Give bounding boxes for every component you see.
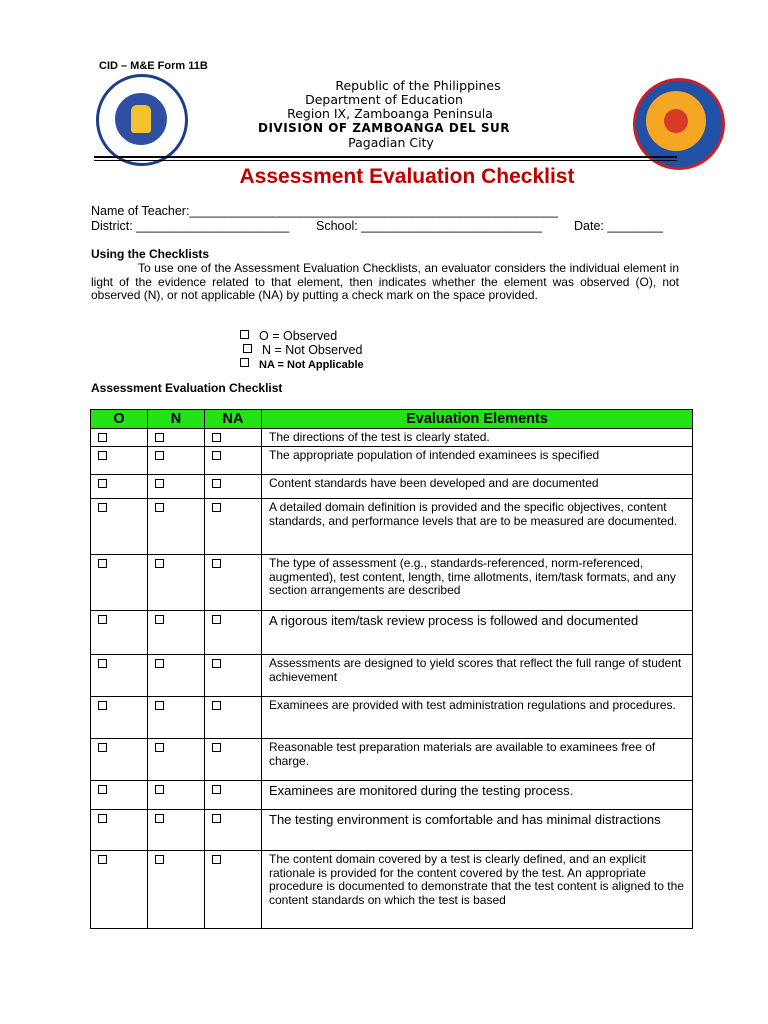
- header-divider-thin: [94, 160, 677, 161]
- evaluation-element: The directions of the test is clearly stated.: [262, 429, 693, 447]
- cell-n: [148, 810, 205, 851]
- district-field[interactable]: District: ______________________: [91, 219, 290, 233]
- checkbox-n[interactable]: [155, 433, 164, 442]
- checkbox-n[interactable]: [155, 701, 164, 710]
- checkbox-na[interactable]: [212, 559, 221, 568]
- evaluation-element: A rigorous item/task review process is followed and documented: [262, 611, 693, 655]
- cell-o: [91, 429, 148, 447]
- header-republic: Republic of the Philippines: [335, 78, 501, 93]
- checkbox-o[interactable]: [98, 479, 107, 488]
- checkbox-n[interactable]: [155, 785, 164, 794]
- form-code: CID – M&E Form 11B: [99, 60, 208, 72]
- cell-o: [91, 781, 148, 810]
- table-row: [91, 611, 693, 655]
- checkbox-icon: [240, 358, 249, 367]
- evaluation-element: Examinees are monitored during the testing process.: [262, 781, 693, 810]
- table-row: [91, 781, 693, 810]
- cell-o: [91, 655, 148, 697]
- checkbox-o[interactable]: [98, 451, 107, 460]
- cell-na: [205, 555, 262, 611]
- checkbox-o[interactable]: [98, 433, 107, 442]
- cell-na: [205, 851, 262, 929]
- checkbox-icon: [243, 344, 252, 353]
- checkbox-na[interactable]: [212, 479, 221, 488]
- date-field[interactable]: Date: ________: [574, 219, 663, 233]
- cell-o: [91, 447, 148, 475]
- evaluation-element: The content domain covered by a test is clearly defined, and an explicit rationale is provided for the content covered by the test. An appropriate procedure is documented to demonstrate that the test content is aligned to the content standards on which the test is based: [262, 851, 693, 929]
- checkbox-na[interactable]: [212, 701, 221, 710]
- checkbox-n[interactable]: [155, 855, 164, 864]
- evaluation-element: Reasonable test preparation materials are available to examinees free of charge.: [262, 739, 693, 781]
- checkbox-n[interactable]: [155, 479, 164, 488]
- cell-na: [205, 611, 262, 655]
- using-heading: Using the Checklists: [91, 247, 210, 261]
- checkbox-na[interactable]: [212, 659, 221, 668]
- cell-o: [91, 475, 148, 499]
- table-row: [91, 810, 693, 851]
- page-title: Assessment Evaluation Checklist: [239, 165, 575, 188]
- cell-n: [148, 781, 205, 810]
- checkbox-na[interactable]: [212, 503, 221, 512]
- col-evaluation-elements: Evaluation Elements: [262, 410, 693, 429]
- checkbox-na[interactable]: [212, 743, 221, 752]
- cell-o: [91, 697, 148, 739]
- checkbox-na[interactable]: [212, 451, 221, 460]
- legend-observed: O = Observed: [240, 329, 337, 343]
- evaluation-element: The testing environment is comfortable and has minimal distractions: [262, 810, 693, 851]
- cell-na: [205, 475, 262, 499]
- checkbox-o[interactable]: [98, 659, 107, 668]
- deped-seal-logo: [96, 74, 188, 166]
- checkbox-o[interactable]: [98, 785, 107, 794]
- checkbox-na[interactable]: [212, 855, 221, 864]
- cell-n: [148, 697, 205, 739]
- header-region: Region IX, Zamboanga Peninsula: [287, 106, 493, 121]
- header-division: DIVISION OF ZAMBOANGA DEL SUR: [258, 121, 510, 135]
- cell-n: [148, 447, 205, 475]
- cell-o: [91, 555, 148, 611]
- checkbox-n[interactable]: [155, 615, 164, 624]
- teacher-field[interactable]: Name of Teacher:_____________________________________________________: [91, 204, 558, 218]
- header-department: Department of Education: [305, 92, 463, 107]
- checkbox-o[interactable]: [98, 615, 107, 624]
- table-row: [91, 429, 693, 447]
- evaluation-element: The type of assessment (e.g., standards-referenced, norm-referenced, augmented), test content, length, time allotments, item/task formats, and any section arrangements are described: [262, 555, 693, 611]
- table-row: [91, 475, 693, 499]
- checkbox-o[interactable]: [98, 743, 107, 752]
- cell-o: [91, 499, 148, 555]
- using-paragraph: To use one of the Assessment Evaluation Checklists, an evaluator considers the individual element in light of the evidence related to that element, then indicates whether the element was observed (O), not observed (N), or not applicable (NA) by putting a check mark on the space provided.: [91, 261, 679, 303]
- evaluation-table: [90, 409, 693, 929]
- cell-na: [205, 810, 262, 851]
- cell-na: [205, 655, 262, 697]
- checkbox-o[interactable]: [98, 701, 107, 710]
- header-city: Pagadian City: [348, 135, 434, 150]
- cell-o: [91, 851, 148, 929]
- table-row: [91, 499, 693, 555]
- table-row: [91, 697, 693, 739]
- cell-n: [148, 475, 205, 499]
- checkbox-n[interactable]: [155, 743, 164, 752]
- checklist-heading: Assessment Evaluation Checklist: [91, 381, 283, 395]
- cell-n: [148, 655, 205, 697]
- checkbox-o[interactable]: [98, 855, 107, 864]
- cell-o: [91, 739, 148, 781]
- cell-na: [205, 429, 262, 447]
- cell-n: [148, 499, 205, 555]
- checkbox-n[interactable]: [155, 503, 164, 512]
- table-row: [91, 447, 693, 475]
- cell-n: [148, 429, 205, 447]
- cell-o: [91, 611, 148, 655]
- cell-n: [148, 739, 205, 781]
- checkbox-na[interactable]: [212, 615, 221, 624]
- cell-na: [205, 697, 262, 739]
- checkbox-icon: [240, 330, 249, 339]
- school-field[interactable]: School: __________________________: [316, 219, 542, 233]
- checkbox-n[interactable]: [155, 559, 164, 568]
- checkbox-na[interactable]: [212, 785, 221, 794]
- cell-o: [91, 810, 148, 851]
- cell-n: [148, 851, 205, 929]
- cell-na: [205, 781, 262, 810]
- cell-na: [205, 739, 262, 781]
- checkbox-o[interactable]: [98, 503, 107, 512]
- checkbox-n[interactable]: [155, 659, 164, 668]
- checkbox-na[interactable]: [212, 814, 221, 823]
- col-not-observed: N: [148, 410, 205, 429]
- col-not-applicable: NA: [205, 410, 262, 429]
- checkbox-n[interactable]: [155, 451, 164, 460]
- col-observed: O: [91, 410, 148, 429]
- table-header-row: [91, 410, 693, 429]
- legend-not-observed: N = Not Observed: [243, 343, 362, 357]
- cell-n: [148, 555, 205, 611]
- legend-not-applicable: NA = Not Applicable: [240, 358, 364, 371]
- table-row: [91, 739, 693, 781]
- cell-n: [148, 611, 205, 655]
- checkbox-n[interactable]: [155, 814, 164, 823]
- checkbox-o[interactable]: [98, 814, 107, 823]
- table-row: [91, 555, 693, 611]
- evaluation-element: Content standards have been developed and are documented: [262, 475, 693, 499]
- checkbox-o[interactable]: [98, 559, 107, 568]
- header-divider: [94, 156, 677, 158]
- cell-na: [205, 447, 262, 475]
- table-row: [91, 655, 693, 697]
- evaluation-element: The appropriate population of intended examinees is specified: [262, 447, 693, 475]
- checkbox-na[interactable]: [212, 433, 221, 442]
- evaluation-element: A detailed domain definition is provided and the specific objectives, content standards, and performance levels that are to be measured are documented.: [262, 499, 693, 555]
- evaluation-element: Assessments are designed to yield scores that reflect the full range of student achievement: [262, 655, 693, 697]
- cell-na: [205, 499, 262, 555]
- table-row: [91, 851, 693, 929]
- evaluation-element: Examinees are provided with test administration regulations and procedures.: [262, 697, 693, 739]
